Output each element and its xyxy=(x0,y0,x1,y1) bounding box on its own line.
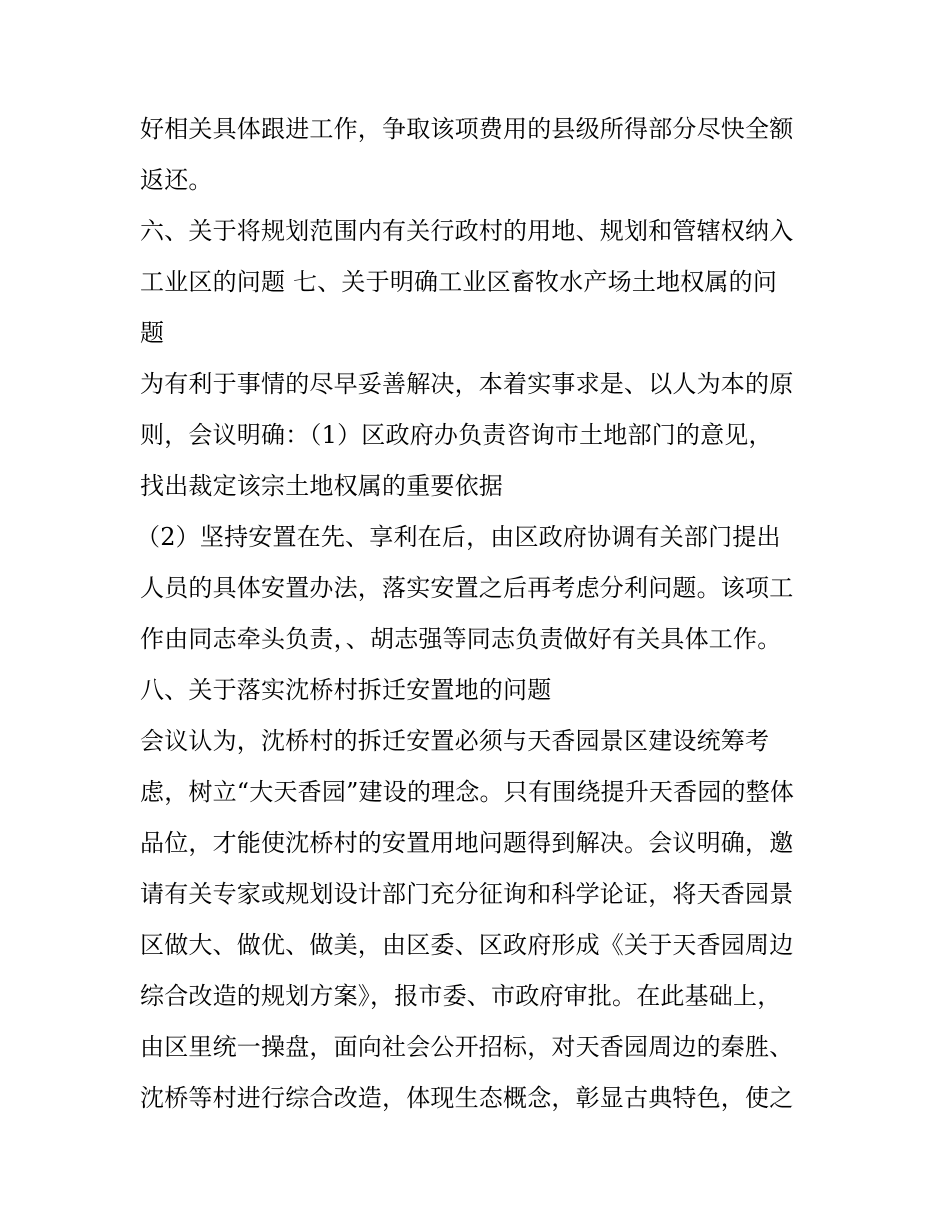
text-line: 返还。 xyxy=(140,166,213,194)
text-line: 工业区的问题 七、关于明确工业区畜牧水产场土地权属的问 xyxy=(140,268,778,296)
text-line: 六、关于将规划范围内有关行政村的用地、规划和管辖权纳入 xyxy=(140,217,794,245)
text-line: （2）坚持安置在先、享利在后，由区政府协调有关部门提出 xyxy=(136,523,781,551)
text-line: 为有利于事情的尽早妥善解决，本着实事求是、以人为本的原 xyxy=(140,370,794,398)
text-line: 综合改造的规划方案》，报市委、市政府审批。在此基础上， xyxy=(140,982,782,1010)
text-line: 作由同志牵头负责，、胡志强等同志负责做好有关具体工作。 xyxy=(140,625,782,653)
text-line: 会议认为，沈桥村的拆迁安置必须与天香园景区建设统筹考 xyxy=(140,727,770,755)
text-line: 品位，才能使沈桥村的安置用地问题得到解决。会议明确，邀 xyxy=(140,829,794,857)
body-text xyxy=(136,104,820,1124)
text-line: 找出裁定该宗土地权属的重要依据 xyxy=(140,472,503,500)
text-line: 则，会议明确：（1）区政府办负责咨询市土地部门的意见， xyxy=(140,421,773,449)
section-heading: 八、关于落实沈桥村拆迁安置地的问题 xyxy=(140,676,552,704)
text-line: 沈桥等村进行综合改造，体现生态概念，彰显古典特色，使之 xyxy=(140,1084,794,1112)
text-line: 好相关具体跟进工作，争取该项费用的县级所得部分尽快全额 xyxy=(140,115,794,143)
text-line: 由区里统一操盘，面向社会公开招标，对天香园周边的秦胜、 xyxy=(140,1033,794,1061)
text-line: 虑，树立“大天香园”建设的理念。只有围绕提升天香园的整体 xyxy=(140,778,795,806)
text-line: 区做大、做优、做美，由区委、区政府形成《关于天香园周边 xyxy=(140,931,794,959)
text-line: 题 xyxy=(140,319,165,347)
text-line: 请有关专家或规划设计部门充分征询和科学论证，将天香园景 xyxy=(140,880,794,908)
text-line: 人员的具体安置办法，落实安置之后再考虑分利问题。该项工 xyxy=(140,574,794,602)
